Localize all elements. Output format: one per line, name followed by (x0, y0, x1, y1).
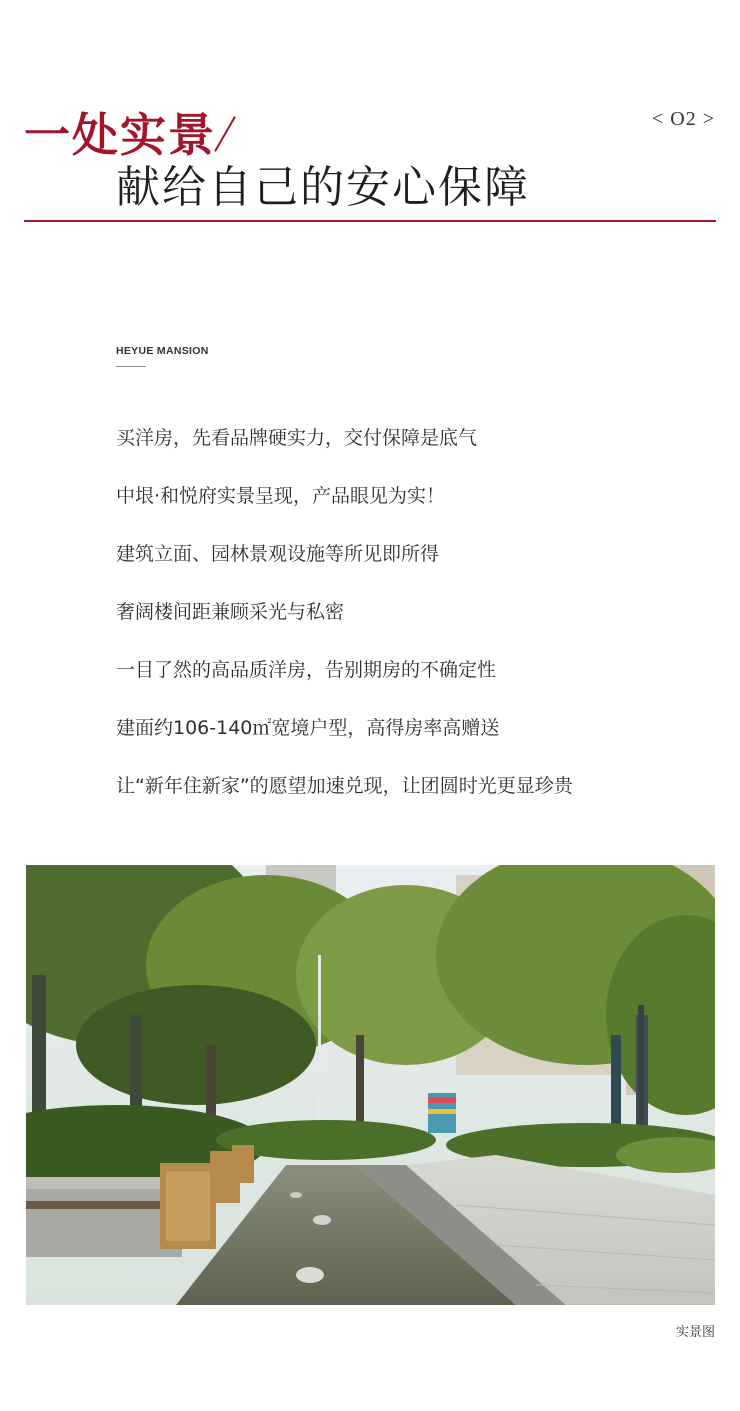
page-title: 献给自己的安心保障 (116, 162, 530, 213)
page-number: < O2 > (651, 108, 715, 130)
title-underline (24, 220, 716, 222)
photo-caption: 实景图 (675, 1325, 715, 1340)
landscape-photo (26, 865, 715, 1305)
body-line: 建筑立面、园林景观设施等所见即所得 (116, 543, 440, 565)
brand-label: HEYUE MANSION (116, 345, 209, 357)
body-line: 中垠·和悦府实景呈现，产品眼见为实！ (116, 485, 446, 507)
body-line: 建面约106-140㎡宽境户型，高得房率高赠送 (116, 717, 500, 739)
title-highlight: 一处实景 (24, 108, 216, 162)
title-slash-divider (214, 116, 236, 152)
body-line: 奢阔楼间距兼顾采光与私密 (116, 601, 345, 623)
body-line: 买洋房，先看品牌硬实力，交付保障是底气 (116, 427, 478, 449)
body-text (116, 426, 716, 832)
brand-underline (116, 366, 146, 367)
garden-scene-illustration (26, 865, 715, 1305)
body-line: 让“新年住新家”的愿望加速兑现，让团圆时光更显珍贵 (116, 775, 573, 797)
body-line: 一目了然的高品质洋房，告别期房的不确定性 (116, 659, 497, 681)
